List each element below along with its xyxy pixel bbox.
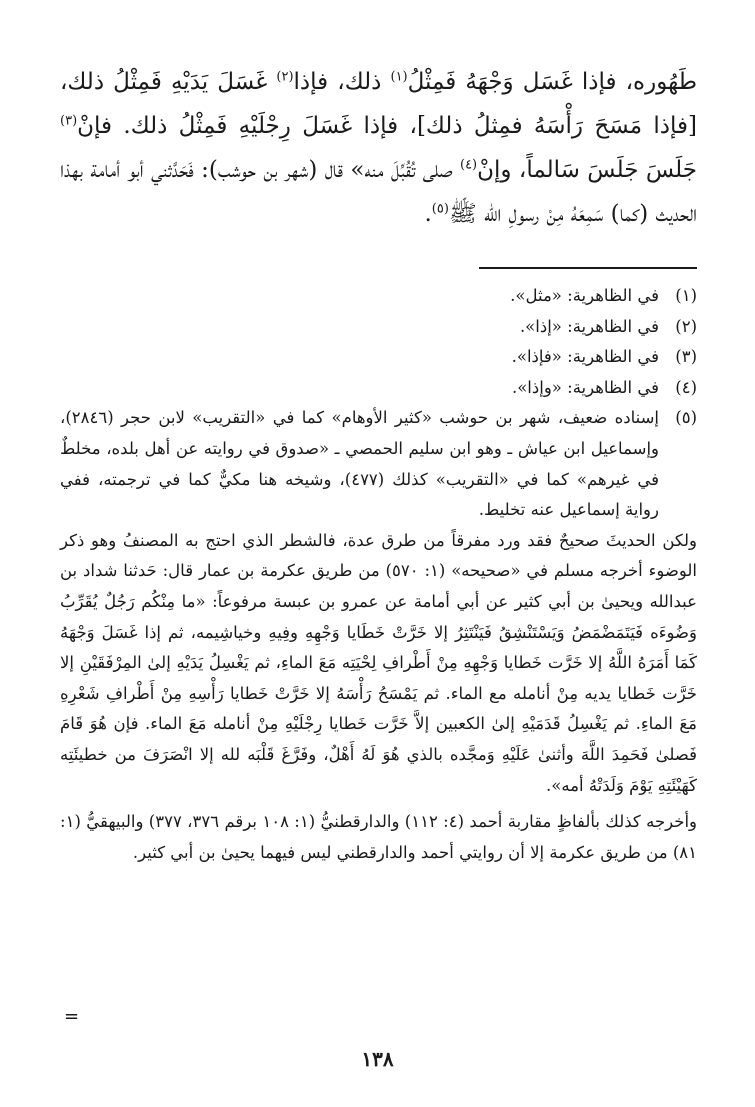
footnote-text: في الظاهرية: «إذا».	[519, 316, 659, 336]
footnote-number: (٢)	[675, 316, 697, 336]
footnote-number: (٤)	[675, 377, 697, 397]
footnote-number: (١)	[675, 286, 697, 305]
footnote-text: في الظاهرية: «وإذا».	[511, 377, 659, 397]
footnote-ref-3: (٣)	[60, 113, 78, 129]
footnote-5	[60, 403, 697, 525]
footnote-number: (٥)	[675, 408, 697, 428]
footnote-text: في الظاهرية: «فإذا».	[511, 347, 659, 367]
footnote-separator-rule	[479, 267, 697, 269]
footnote-paragraph-hadith: ولكن الحديثَ صحيحٌ فقد ورد مفرقاً من طرق عدة، فالشطر الذي احتج به المصنفُ وهو ذكر الوضوء أخرجه مسلم في «صحيحه» (١: ٥٧٠) من طريق عكرمة بن عمار قال: حَدثنا شداد بن عبدالله ويحيىٰ بن أبي كثير عن أبي أمامة عن عمرو بن عبسة مرفوعاً: «ما مِنْكُم رَجُلٌ يُقَرِّبُ وَضُوءَه فَيَتَمَضْمَضُ وَيَسْتَنْشِقُ فَيَنْتَثِرُ إلا خَرَّتْ خَطَايا وَجْهِهِ وفِيهِ وخياشِيمه، ثم إذا غَسَلَ وَجْهَهُ كَمَا أَمَرَهُ اللَّهُ إلا خَرَّت خَطايا وَجْهِهِ مِنْ أَطْرافِ لِحْيَتِه مَعَ الماءِ، ثم يَغْسِلُ يَدَيْهِ إلىٰ المِرْفَقَيْنِ إلا خَرَّت خَطايا يديه مِنْ أنامله مع الماء. ثم يَمْسَحُ رَأْسَهُ إلا خَرَّتْ خَطايا رَأْسِهِ مِنْ أَطْرافِ شَعْرِهِ مَعَ الماءِ. ثم يَغْسِلُ قَدَمَيْهِ إلىٰ الكعبين إلاَّ خَرَّت خَطايا رِجْلَيْهِ مِنْ أنامله مَعَ الماء. فإن هُوَ قَامَ فَصلىٰ فَحَمِدَ اللَّهَ وأثنىٰ عَلَيْهِ وَمجَّده بالذي هُوَ لَهُ أَهْلٌ، وفَرَّغَ قَلْبَه لله إلا انْصَرَفَ من خطيئَتِه كَهَيْئَتِهِ يَوْمَ وَلَدَتْهُ أمه».	[60, 530, 698, 795]
footnote-1	[60, 281, 697, 312]
main-text-part-4: جَلَسَ جَلَسَ سَالماً، وإنْ	[477, 157, 697, 183]
footnote-text: إسناده ضعيف، شهر بن حوشب «كثير الأوهام» كما في «التقريب» لابن حجر (٢٨٤٦)، وإسماعيل ابن عياش ـ وهو ابن سليم الحمصي ـ «صدوق في روايته عن أهل بلده، مخلطٌ في غيرهم» كما في «التقريب» كذلك (٤٧٧)، وشيخه هنا مكيٌّ كما في ترجمته، ففي رواية إسماعيل عنه تخليط.	[60, 408, 659, 520]
footnote-paragraph-takhrij: وأخرجه كذلك بألفاظٍ مقاربة أحمد (٤: ١١٢) والدارقطنيُّ (١: ١٠٨ برقم ٣٧٦، ٣٧٧) والبيهقيُّ (١: ٨١) من طريق عكرمة إلا أن روايتي أحمد والدارقطني ليس فيهما يحيىٰ بن أبي كثير.	[60, 812, 698, 862]
main-text-part-5: صلى تُقُبِّلَ منه» قال (شهر بن حوشب): فَحَدَّثني أبو أمامة بهذا الحديث (كما) سَمِعَهُ مِنْ رسولِ الله ﷺ	[60, 157, 697, 227]
footnote-ref-2: (٢)	[276, 69, 294, 85]
main-text	[60, 60, 697, 236]
continuation-mark: =	[64, 1006, 80, 1027]
footnotes	[60, 281, 697, 868]
footnote-3	[60, 342, 697, 373]
main-paragraph	[60, 60, 697, 236]
main-text-part-6: .	[424, 201, 432, 227]
footnote-ref-4: (٤)	[459, 157, 478, 173]
main-text-part-2: ذلك، فإذا	[293, 69, 391, 95]
footnote-4	[60, 373, 697, 404]
footnote-ref-1: (١)	[390, 69, 408, 85]
page-number: ١٣٨	[361, 1047, 394, 1071]
footnote-ref-5: (٥)	[431, 201, 449, 217]
main-text-part-3: غَسَلَ يَدَيْهِ فَمِثْلُ ذلك، [فإذا مَسَحَ رَأْسَهُ فمِثلُ ذلك]، فإذا غَسَلَ رِجْلَيْهِ فَمِثْلُ ذلك. فإنْ	[60, 69, 697, 139]
footnote-text: في الظاهرية: «مثل».	[510, 286, 659, 305]
footnote-number: (٣)	[675, 347, 697, 367]
main-text-part-1: طَهُوره، فإذا غَسَل وَجْهَهُ فَمِثْلُ	[407, 69, 698, 95]
footnote-2	[60, 312, 697, 343]
